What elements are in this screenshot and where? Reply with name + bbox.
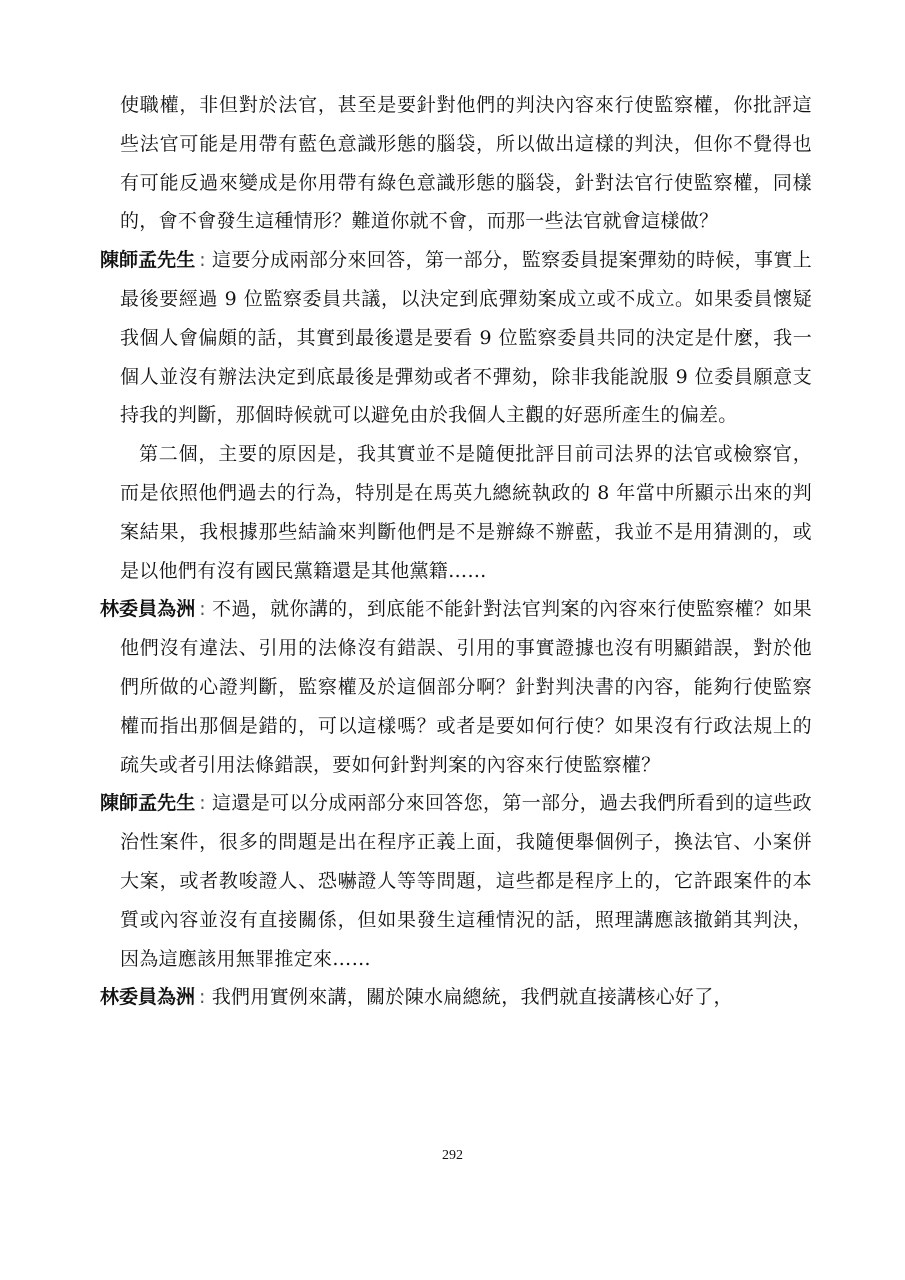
speech-text: 這要分成兩部分來回答，第一部分，監察委員提案彈劾的時候，事實上最後要經過 9 位監察委員共議，以決定到底彈劾案成立或不成立。如果委員懷疑我個人會偏頗的話，其實到最後還是要看 9 位監察委員共同的決定是什麼，我一個人並沒有辦法決定到底最後是彈劾或者不彈劾，除非我能說服 9 位委員願意支持我的判斷，那個時候就可以避免由於我個人主觀的好惡所產生的偏差。 [120,249,812,427]
speaker-colon: : [199,986,206,1009]
page-number: 292 [442,1148,463,1163]
speaker-colon: : [199,249,206,272]
speech-text: 我們用實例來講，關於陳水扁總統，我們就直接講核心好了， [211,986,733,1009]
speech-paragraph [100,241,812,435]
speaker-name: 陳師孟先生 [100,792,196,815]
indented-paragraph [100,435,812,590]
speech-text: 這還是可以分成兩部分來回答您，第一部分，過去我們所看到的這些政治性案件，很多的問題是出在程序正義上面，我隨便舉個例子，換法官、小案併大案，或者教唆證人、恐嚇證人等等問題，這些都是程序上的，它許跟案件的本質或內容並沒有直接關係，但如果發生這種情況的話，照理講應該撤銷其判決，因為這應該用無罪推定來…… [120,792,812,970]
speaker-name: 陳師孟先生 [100,249,196,272]
speech-paragraph [100,590,812,784]
speech-text: 不過，就你講的，到底能不能針對法官判案的內容來行使監察權？如果他們沒有違法、引用的法條沒有錯誤、引用的事實證據也沒有明顯錯誤，對於他們所做的心證判斷，監察權及於這個部分啊？針對判決書的內容，能夠行使監察權而指出那個是錯的，可以這樣嗎？或者是要如何行使？如果沒有行政法規上的疏失或者引用法條錯誤，要如何針對判案的內容來行使監察權？ [120,598,812,776]
continued-paragraph [100,86,812,241]
speech-paragraph [100,978,812,1017]
speaker-colon: : [199,598,206,621]
speaker-name: 林委員為洲 [100,598,196,621]
transcript-body [100,86,812,1017]
speech-paragraph [100,784,812,978]
paragraph-text: 使職權，非但對於法官，甚至是要針對他們的判決內容來行使監察權，你批評這些法官可能是用帶有藍色意識形態的腦袋，所以做出這樣的判決，但你不覺得也有可能反過來變成是你用帶有綠色意識形態的腦袋，針對法官行使監察權，同樣的，會不會發生這種情形？難道你就不會，而那一些法官就會這樣做？ [120,94,812,233]
speaker-name: 林委員為洲 [100,986,196,1009]
speaker-colon: : [199,792,206,815]
paragraph-text: 第二個，主要的原因是，我其實並不是隨便批評目前司法界的法官或檢察官，而是依照他們過去的行為，特別是在馬英九總統執政的 8 年當中所顯示出來的判案結果，我根據那些結論來判斷他們是不是辦綠不辦藍，我並不是用猜測的，或是以他們有沒有國民黨籍還是其他黨籍…… [120,443,812,582]
